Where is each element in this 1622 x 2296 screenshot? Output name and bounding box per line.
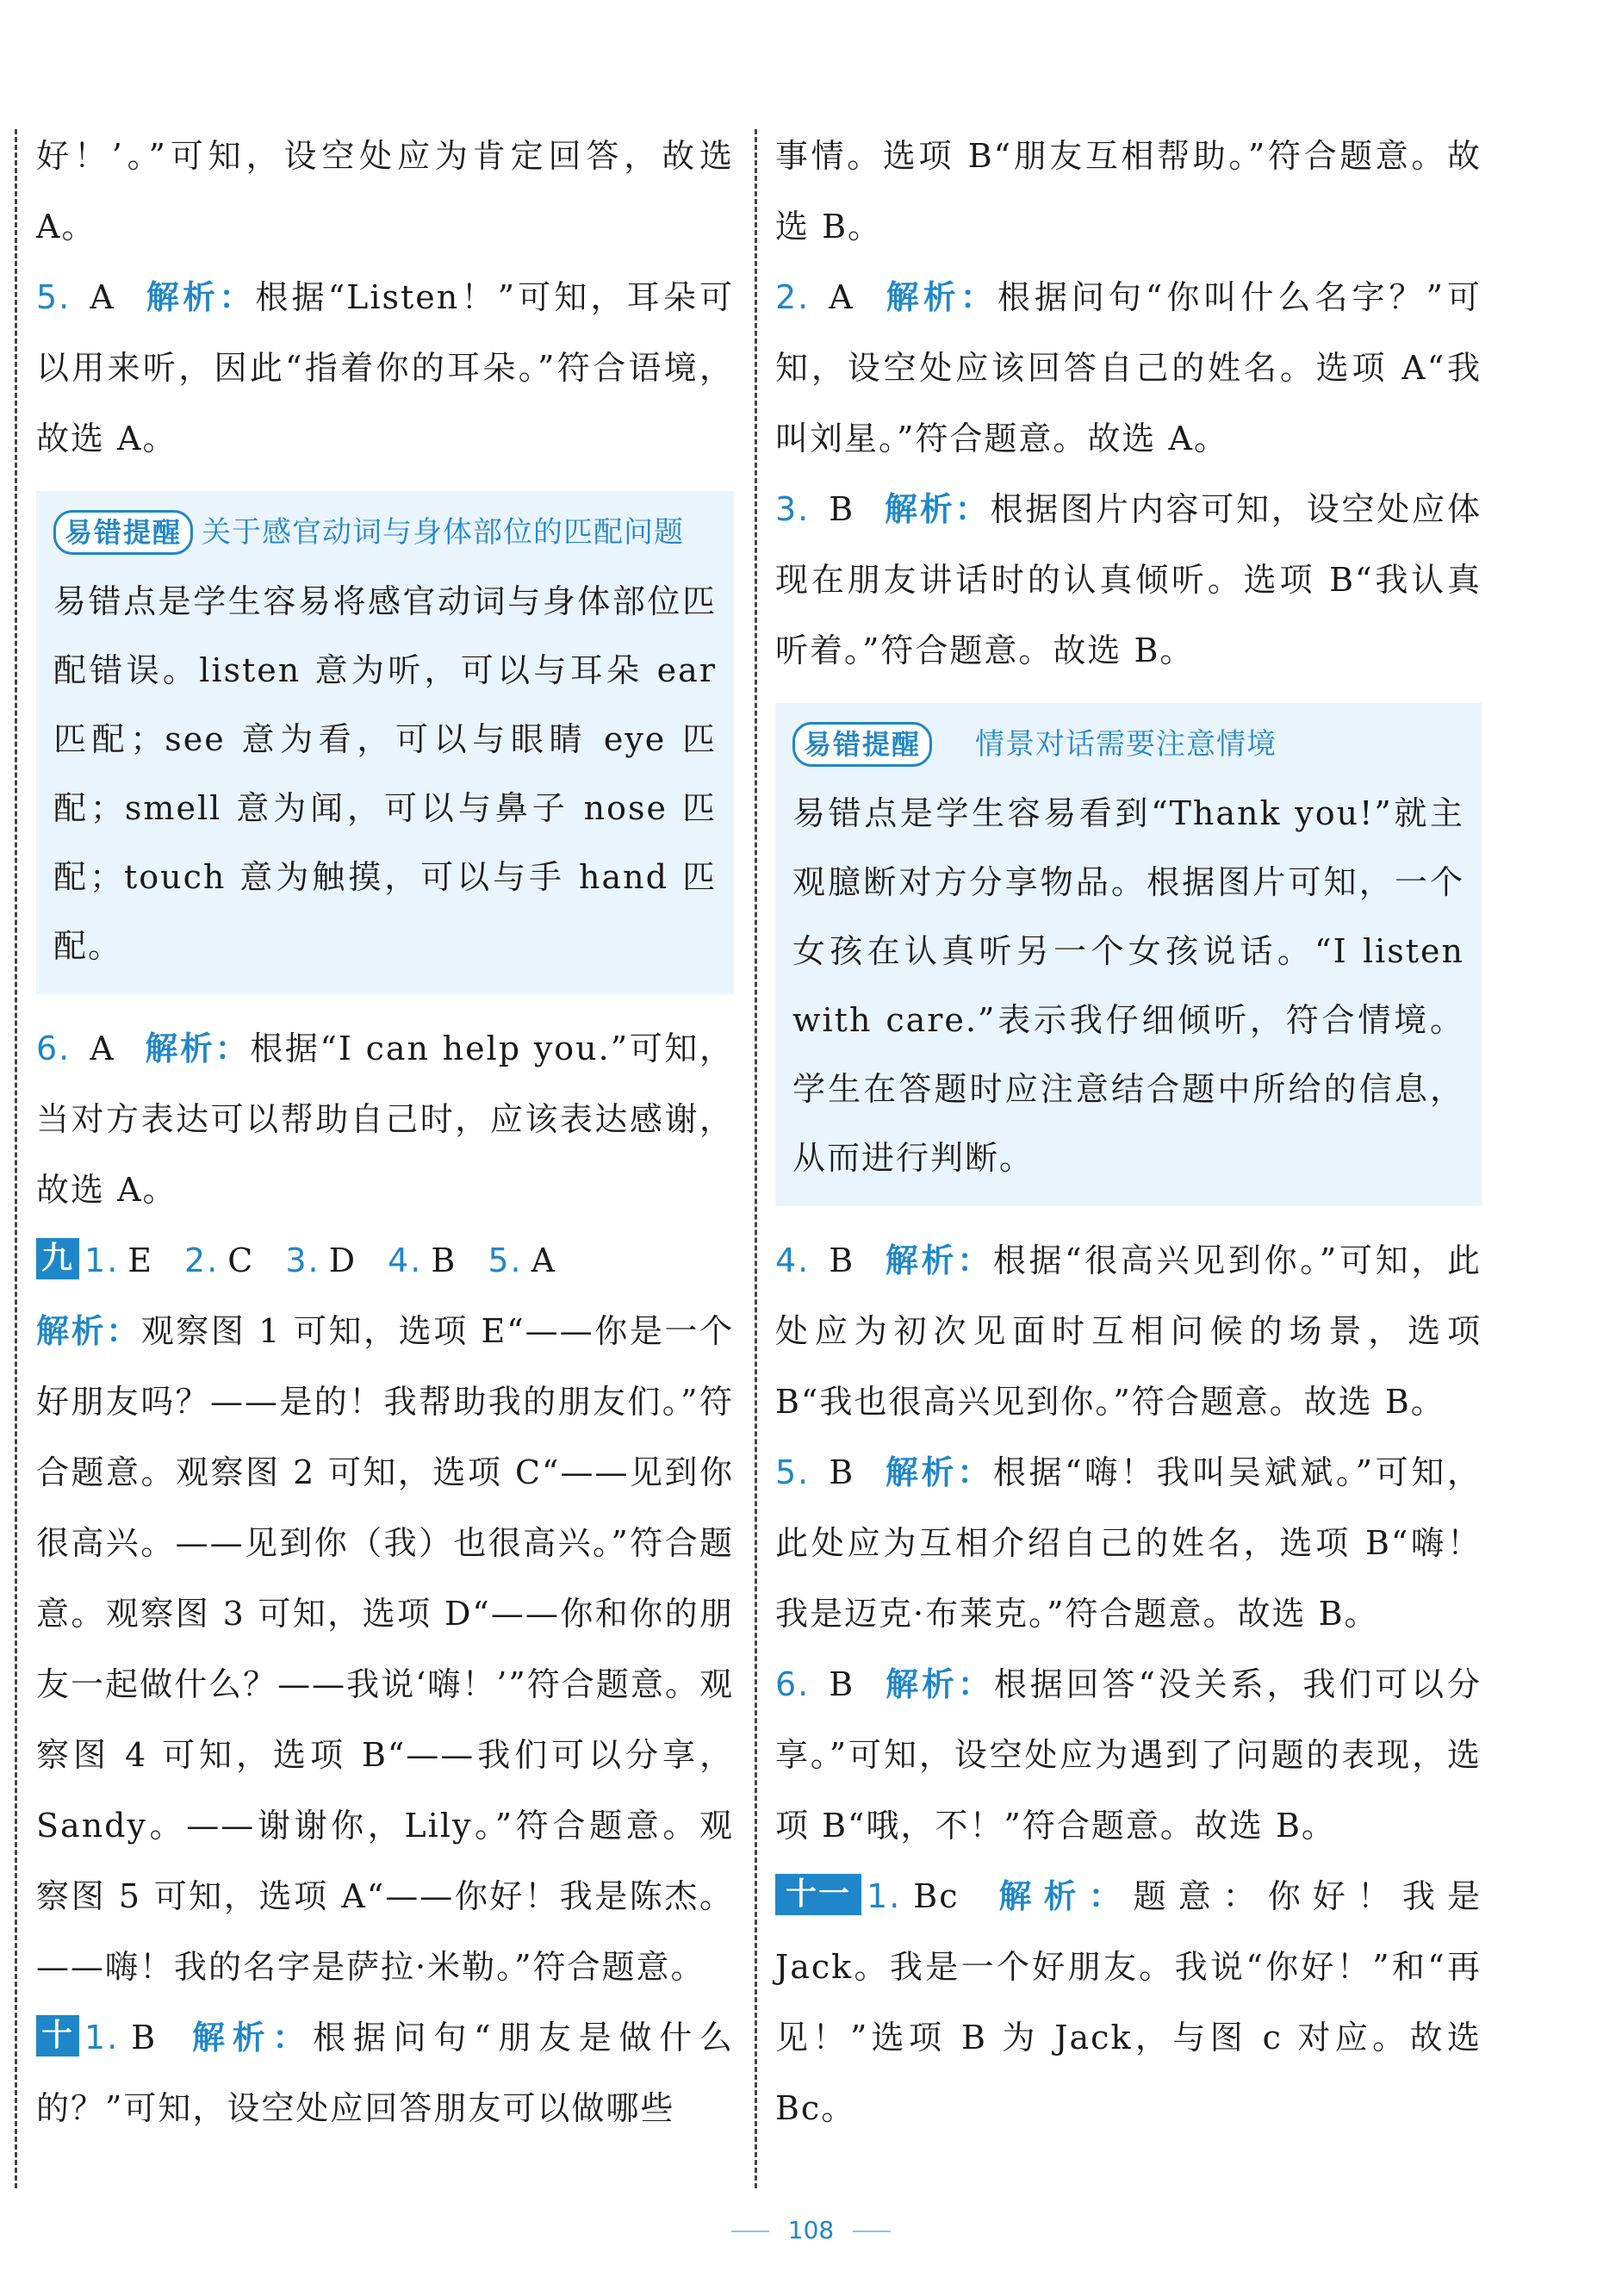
analysis-text: 根据“I can help you.”可知，当对方表达可以帮助自己时，应该表达感谢，故选 A。	[36, 1030, 734, 1209]
middle-dashed-divider	[755, 129, 757, 2188]
analysis-label: 解析：	[144, 1030, 251, 1067]
section-9-analysis	[36, 1296, 734, 2002]
analysis-label: 解析：	[186, 2019, 314, 2056]
item-answer: C	[227, 1241, 255, 1279]
item-number: 4.	[775, 1241, 811, 1279]
footer-dash-left	[731, 2231, 769, 2232]
analysis-label: 解析：	[988, 1877, 1134, 1915]
analysis-text: 根据回答“没关系，我们可以分享。”可知，设空处应为遇到了问题的表现，选项 B“哦，不！”符合题意。故选 B。	[775, 1665, 1482, 1845]
section-10-item-1	[36, 2002, 734, 2144]
page-number: 108	[787, 2216, 835, 2244]
error-tip-box	[36, 491, 734, 994]
item-number: 1.	[867, 1877, 902, 1915]
analysis-text: 题意：你好！我是 Jack。我是一个好朋友。我说“你好！”和“再见！”选项 B 为 Jack，与图 c 对应。故选 Bc。	[775, 1877, 1482, 2127]
analysis-text: 观察图 1 可知，选项 E“——你是一个好朋友吗？——是的！我帮助我的朋友们。”符合题意。观察图 2 可知，选项 C“——见到你很高兴。——见到你（我）也很高兴。”符合题意。观察图 3 可知，选项 D“——你和你的朋友一起做什么？——我说‘嗨！’”符合题意。观察图 4 可知，选项 B“——我们可以分享，Sandy。——谢谢你，Lily。”符合题意。观察图 5 可知，选项 A“——你好！我是陈杰。——嗨！我的名字是萨拉·米勒。”符合题意。	[36, 1312, 734, 1986]
item-number: 5.	[775, 1453, 811, 1491]
page-footer	[0, 2216, 1622, 2244]
item-answer: B	[829, 490, 855, 528]
answer-item-5	[775, 1437, 1482, 1649]
tip-title: 情景对话需要注意情境	[975, 727, 1277, 762]
analysis-label: 解析：	[884, 490, 991, 528]
analysis-text: 根据“嗨！我叫吴斌斌。”可知，此处应为互相介绍自己的姓名，选项 B“嗨！我是迈克·布莱克。”符合题意。故选 B。	[775, 1453, 1482, 1633]
error-tip-box	[775, 703, 1482, 1206]
tip-badge: 易错提醒	[792, 722, 932, 767]
tip-badge: 易错提醒	[53, 510, 193, 555]
analysis-label: 解析：	[884, 1241, 993, 1279]
analysis-text: 根据“Listen！”可知，耳朵可以用来听，因此“指着你的耳朵。”符合语境，故选 A。	[36, 278, 734, 457]
section-11-item-1	[775, 1861, 1482, 2144]
item-number: 5.	[488, 1241, 523, 1279]
analysis-label: 解析：	[884, 1665, 994, 1703]
footer-dash-right	[853, 2231, 891, 2232]
item-number: 1.	[84, 2019, 120, 2056]
analysis-text: 根据问句“你叫什么名字？”可知，设空处应该回答自己的姓名。选项 A“我叫刘星。”符合题意。故选 A。	[775, 278, 1482, 457]
item-answer: B	[829, 1665, 855, 1703]
item-answer: E	[127, 1241, 154, 1279]
section-badge: 十	[36, 2015, 79, 2056]
item-answer: B	[829, 1453, 855, 1491]
item-answer: A	[829, 278, 855, 316]
item-answer: A	[90, 278, 115, 316]
analysis-label: 解析：	[883, 278, 997, 316]
analysis-label: 解析：	[144, 278, 256, 316]
answer-item-2	[775, 262, 1482, 474]
analysis-label: 解析：	[36, 1312, 141, 1350]
tip-header	[792, 710, 1464, 779]
section-badge: 十一	[775, 1874, 861, 1915]
analysis-text: 根据“很高兴见到你。”可知，此处应为初次见面时互相问候的场景，选项 B“我也很高兴见到你。”符合题意。故选 B。	[775, 1241, 1482, 1421]
answer-item-3	[775, 474, 1482, 686]
item-number: 3.	[285, 1241, 320, 1279]
item-answer: A	[531, 1241, 557, 1279]
answer-item-6	[36, 1013, 734, 1225]
analysis-text: 根据图片内容可知，设空处应体现在朋友讲话时的认真倾听。选项 B“我认真听着。”符合题意。故选 B。	[775, 490, 1482, 669]
continued-text: 好！’。”可知，设空处应为肯定回答，故选 A。	[36, 137, 734, 246]
answer-item-4	[775, 1225, 1482, 1437]
left-dashed-divider	[15, 129, 17, 2188]
tip-title: 关于感官动词与身体部位的匹配问题	[202, 515, 685, 550]
tip-header	[53, 498, 717, 567]
continued-text: 事情。选项 B“朋友互相帮助。”符合题意。故选 B。	[775, 137, 1482, 246]
answer-item-5	[36, 262, 734, 474]
section-badge: 九	[36, 1238, 79, 1279]
item-number: 4.	[388, 1241, 423, 1279]
item-answer: Bc	[913, 1877, 960, 1915]
item-answer: B	[829, 1241, 855, 1279]
answer-item-6	[775, 1649, 1482, 1861]
item-number: 6.	[775, 1665, 811, 1703]
tip-body: 易错点是学生容易看到“Thank you!”就主观臆断对方分享物品。根据图片可知，一个女孩在认真听另一个女孩说话。“I listen with care.”表示我仔细倾听，符合情境。学生在答题时应注意结合题中所给的信息，从而进行判断。	[792, 794, 1464, 1177]
item-answer: B	[131, 2019, 158, 2056]
item-number: 5.	[36, 278, 71, 316]
item-number: 1.	[84, 1241, 120, 1279]
section-9-answers	[36, 1225, 734, 1296]
analysis-text: 根据问句“朋友是做什么的？”可知，设空处应回答朋友可以做哪些	[36, 2019, 734, 2127]
tip-body: 易错点是学生容易将感官动词与身体部位匹配错误。listen 意为听，可以与耳朵 ear 匹配；see 意为看，可以与眼睛 eye 匹配；smell 意为闻，可以与鼻子 nose 匹配；touch 意为触摸，可以与手 hand 匹配。	[53, 582, 717, 965]
item-answer: A	[90, 1030, 115, 1067]
right-column	[775, 121, 1482, 2144]
left-column	[36, 121, 734, 2144]
item-answer: D	[328, 1241, 357, 1279]
item-number: 2.	[184, 1241, 220, 1279]
item-answer: B	[431, 1241, 457, 1279]
item-number: 3.	[775, 490, 811, 528]
item-number: 6.	[36, 1030, 71, 1067]
item-number: 2.	[775, 278, 811, 316]
analysis-label: 解析：	[884, 1453, 993, 1491]
